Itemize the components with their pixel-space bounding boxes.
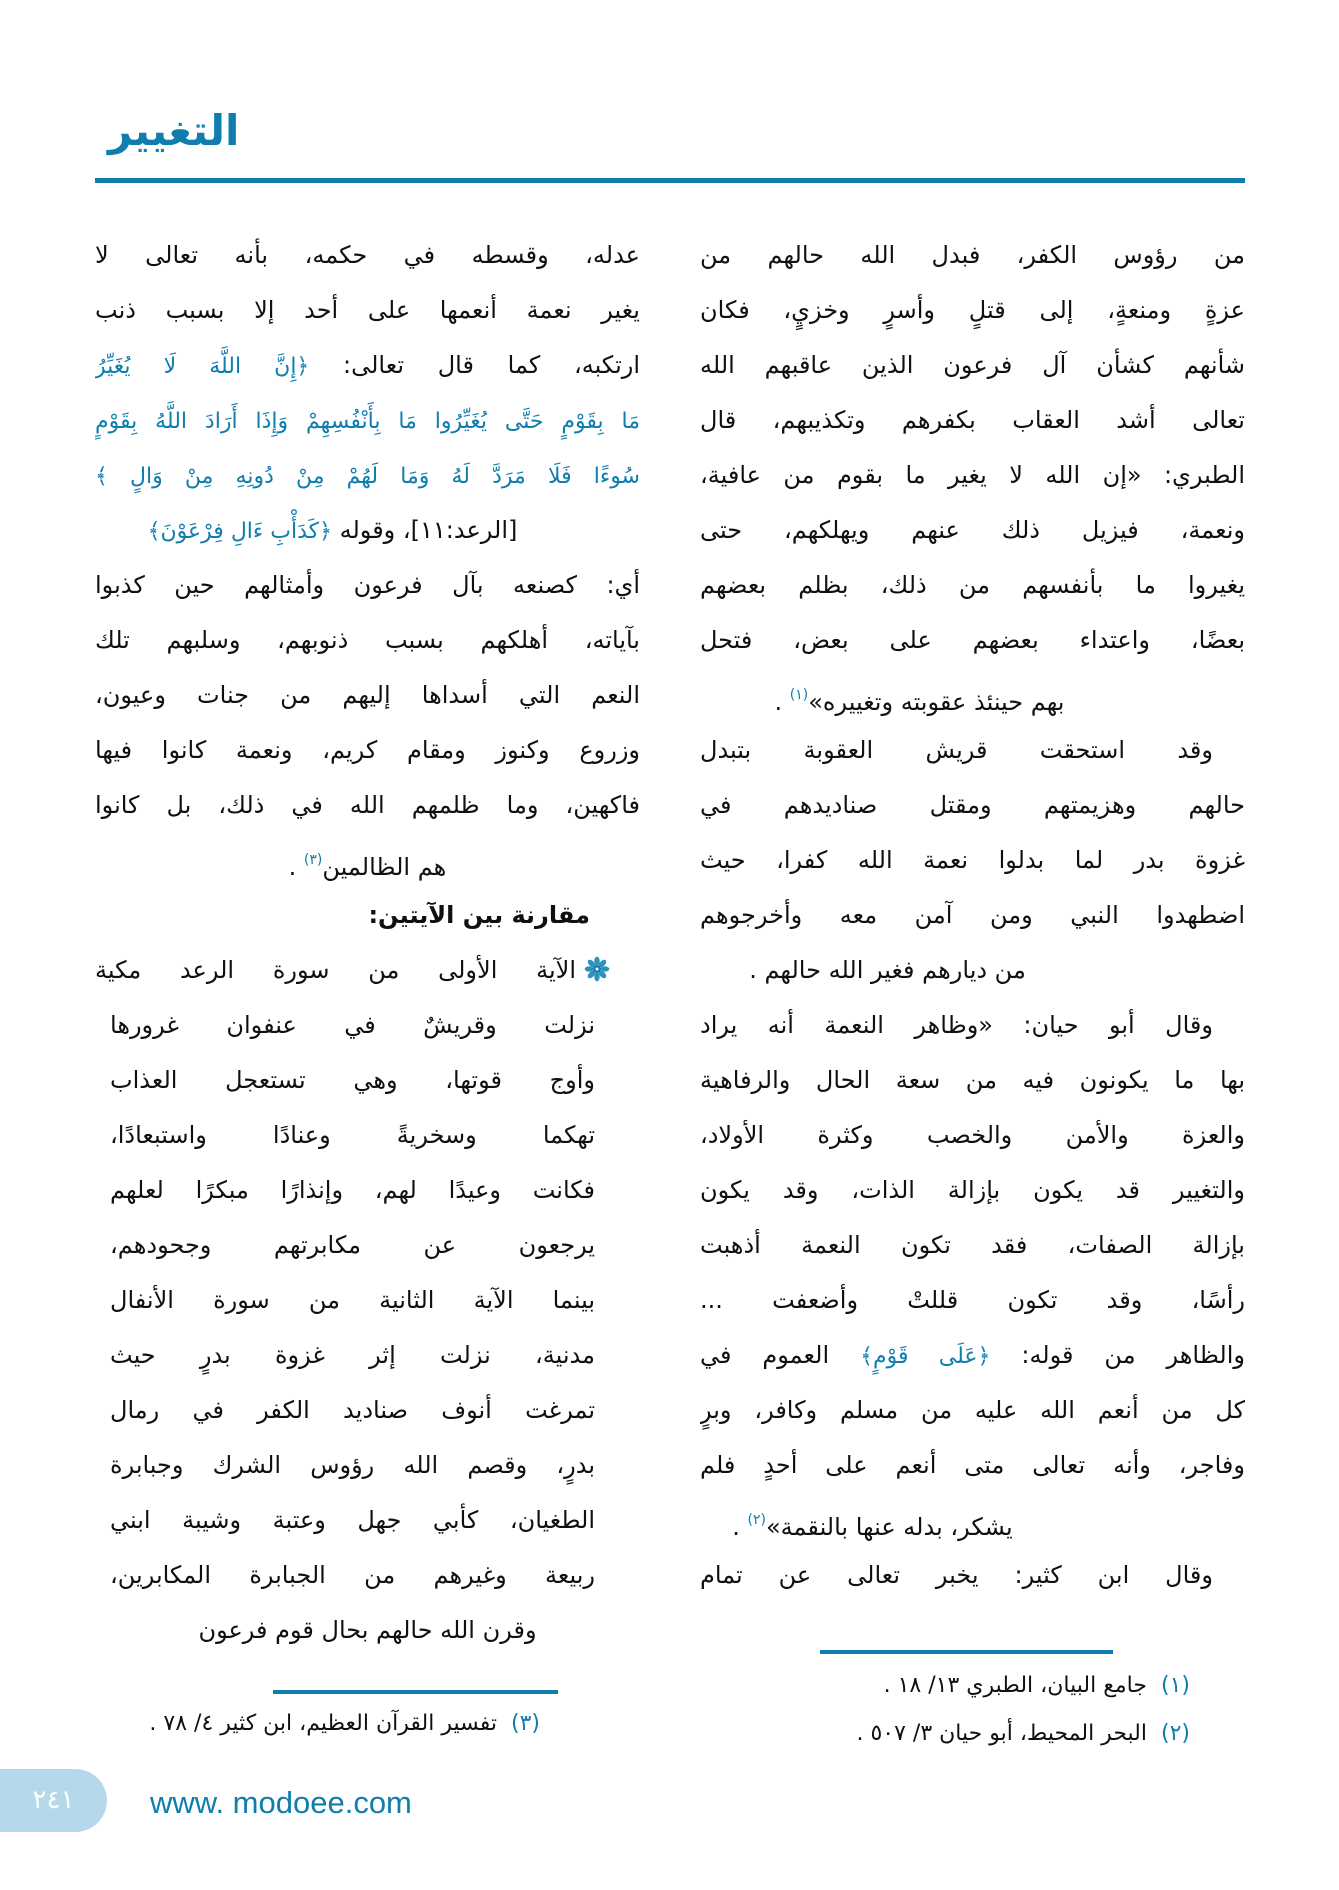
- body-text-segment: فكانت وعيدًا لهم، وإنذارًا مبكرًا لعلهم: [110, 1176, 595, 1204]
- body-text-segment: والظاهر من قوله:: [990, 1341, 1245, 1369]
- text-line: [700, 888, 1245, 943]
- body-text-segment: النعم التي أسداها إليهم من جنات وعيون،: [95, 681, 640, 709]
- footnote-item: [700, 1710, 1190, 1758]
- page-title: التغيير: [108, 106, 240, 155]
- footnote-text: تفسير القرآن العظيم، ابن كثير ٤/ ٧٨ .: [149, 1711, 497, 1736]
- body-text-segment: نزلت وقريشٌ في عنفوان غرورها: [110, 1011, 595, 1039]
- body-text-segment: غزوة بدر لما بدلوا نعمة الله كفرا، حيث: [700, 846, 1245, 874]
- text-line: [95, 1383, 640, 1438]
- text-line: [700, 1273, 1245, 1328]
- footnote-separator-right: [820, 1650, 1113, 1654]
- body-text-segment: والعزة والأمن والخصب وكثرة الأولاد،: [700, 1121, 1245, 1149]
- text-line: [95, 998, 640, 1053]
- title-underline-rule: [95, 178, 1245, 183]
- text-line: [95, 1493, 640, 1548]
- page-number: ٢٤١: [32, 1785, 75, 1815]
- body-text-segment: ونعمة، فيزيل ذلك عنهم ويهلكهم، حتى: [700, 516, 1245, 544]
- text-line: [95, 1273, 640, 1328]
- body-text-segment: وزروع وكنوز ومقام كريم، ونعمة كانوا فيها: [95, 736, 640, 764]
- body-text-segment: ربيعة وغيرهم من الجبابرة المكابرين،: [110, 1561, 595, 1589]
- text-line: [95, 1438, 640, 1493]
- text-line: [700, 393, 1245, 448]
- flower-bullet-icon: [584, 947, 610, 973]
- text-line: [700, 1108, 1245, 1163]
- text-line: [95, 1328, 640, 1383]
- text-line: [95, 723, 640, 778]
- body-text-segment: بعضًا، واعتداء بعضهم على بعض، فتحل: [700, 626, 1245, 654]
- body-text-segment: من ديارهم فغير الله حالهم .: [749, 956, 1026, 984]
- body-text-segment: بآياته، أهلكهم بسبب ذنوبهم، وسلبهم تلك: [95, 626, 640, 654]
- body-text-segment: والتغيير قد يكون بإزالة الذات، وقد يكون: [700, 1176, 1245, 1204]
- body-text-segment: مقارنة بين الآيتين:: [368, 901, 590, 929]
- body-text-segment: ارتكبه، كما قال تعالى:: [309, 351, 640, 379]
- text-line: [95, 943, 640, 998]
- body-text-segment: الآية الأولى من سورة الرعد مكية: [95, 956, 576, 984]
- footnote-text: البحر المحيط، أبو حيان ٣/ ٥٠٧ .: [856, 1721, 1147, 1746]
- text-line: [700, 1493, 1245, 1548]
- footnote-number: (١): [1160, 1673, 1190, 1698]
- body-text-segment: الطبري: «إن الله لا يغير ما بقوم من عافية،: [700, 461, 1245, 489]
- text-line: [95, 833, 640, 888]
- body-text-segment: وقال أبو حيان: «وظاهر النعمة أنه يراد: [700, 1011, 1213, 1039]
- quran-verse-segment: مَا بِقَوْمٍ حَتَّى يُغَيِّرُوا مَا بِأَنْفُسِهِمْ وَإِذَا أَرَادَ اللَّهُ بِقَوْمٍ: [95, 409, 640, 434]
- text-line: [95, 558, 640, 613]
- text-line: [95, 1548, 640, 1603]
- text-line: [95, 1603, 640, 1658]
- text-line: [700, 448, 1245, 503]
- body-text-segment: وفاجر، وأنه تعالى متى أنعم على أحدٍ فلم: [700, 1451, 1245, 1479]
- text-line: [700, 723, 1245, 778]
- text-line: [95, 1218, 640, 1273]
- page-number-badge: [0, 1769, 107, 1832]
- body-text-segment: يغيروا ما بأنفسهم من ذلك، بظلم بعضهم: [700, 571, 1245, 599]
- body-text-segment: رأسًا، وقد تكون قللتْ وأضعفت ...: [700, 1286, 1245, 1314]
- footnote-ref: (٣): [303, 852, 323, 868]
- footnotes-right: [700, 1662, 1245, 1758]
- text-line: [700, 943, 1245, 998]
- body-text-segment: بإزالة الصفات، فقد تكون النعمة أذهبت: [700, 1231, 1245, 1259]
- text-line: [700, 1438, 1245, 1493]
- quran-verse-segment: ﴿عَلَى قَوْمٍ﴾: [860, 1344, 991, 1369]
- body-text-segment: مدنية، نزلت إثر غزوة بدرٍ حيث: [110, 1341, 595, 1369]
- body-text-segment: من رؤوس الكفر، فبدل الله حالهم من: [700, 241, 1245, 269]
- footnote-item: [700, 1662, 1190, 1710]
- body-text-segment: تعالى أشد العقاب بكفرهم وتكذيبهم، قال: [700, 406, 1245, 434]
- quran-verse-segment: ﴿كَدَأْبِ ءَالِ فِرْعَوْنَ﴾: [147, 519, 332, 544]
- text-line: [700, 1548, 1245, 1603]
- text-line: [700, 228, 1245, 283]
- text-line: [95, 228, 640, 283]
- body-text-segment: كل من أنعم الله عليه من مسلم وكافر، وبرٍ: [700, 1396, 1245, 1424]
- text-line: [700, 998, 1245, 1053]
- body-text-segment: [الرعد:١١]، وقوله: [331, 516, 518, 544]
- body-text-segment: تمرغت أنوف صناديد الكفر في رمال: [110, 1396, 595, 1424]
- body-text-segment: شأنهم كشأن آل فرعون الذين عاقبهم الله: [700, 351, 1245, 379]
- text-line: [95, 448, 640, 503]
- body-text-segment: وقال ابن كثير: يخبر تعالى عن تمام: [700, 1561, 1213, 1589]
- quran-verse-segment: سُوءًا فَلَا مَرَدَّ لَهُ وَمَا لَهُمْ مِنْ دُونِهِ مِنْ وَالٍ ﴾: [95, 464, 640, 489]
- body-text-segment: .: [288, 853, 304, 881]
- body-text-segment: اضطهدوا النبي ومن آمن معه وأخرجوهم: [700, 901, 1245, 929]
- text-line: [95, 778, 640, 833]
- text-line: [700, 1218, 1245, 1273]
- text-line: [95, 283, 640, 338]
- text-line: [95, 393, 640, 448]
- text-line: [95, 503, 640, 558]
- text-line: [700, 1328, 1245, 1383]
- body-text-segment: الطغيان، كأبي جهل وعتبة وشيبة ابني: [110, 1506, 595, 1534]
- text-line: [700, 558, 1245, 613]
- body-text-segment: يرجعون عن مكابرتهم وجحودهم،: [110, 1231, 595, 1259]
- body-text-segment: هم الظالمين: [322, 853, 447, 881]
- footnote-separator-left: [273, 1690, 558, 1694]
- text-line: [700, 613, 1245, 668]
- body-text-segment: وقرن الله حالهم بحال قوم فرعون: [198, 1616, 537, 1644]
- body-text-segment: حالهم وهزيمتهم ومقتل صناديدهم في: [700, 791, 1245, 819]
- footnote-text: جامع البيان، الطبري ١٣/ ١٨ .: [883, 1673, 1147, 1698]
- text-line: [95, 338, 640, 393]
- body-text-segment: .: [732, 1513, 748, 1541]
- body-text-segment: بينما الآية الثانية من سورة الأنفال: [110, 1286, 595, 1314]
- body-text-segment: أي: كصنعه بآل فرعون وأمثالهم حين كذبوا: [95, 571, 640, 599]
- body-text-segment: يشكر، بدله عنها بالنقمة»: [766, 1513, 1013, 1541]
- body-text-segment: بهم حينئذ عقوبته وتغييره»: [808, 688, 1065, 716]
- text-line: [700, 668, 1245, 723]
- text-line: [95, 668, 640, 723]
- text-line: [95, 1053, 640, 1108]
- body-text-segment: العموم في: [700, 1341, 861, 1369]
- text-line: [700, 1383, 1245, 1438]
- body-text-segment: بدرٍ، وقصم الله رؤوس الشرك وجبابرة: [110, 1451, 595, 1479]
- text-line: [95, 613, 640, 668]
- quran-verse-segment: ﴿إِنَّ اللَّهَ لَا يُغَيِّرُ: [95, 354, 310, 379]
- footnote-number: (٢): [1160, 1721, 1190, 1746]
- body-text-segment: فاكهين، وما ظلمهم الله في ذلك، بل كانوا: [95, 791, 640, 819]
- footnotes-left: [95, 1700, 640, 1748]
- text-line: [700, 283, 1245, 338]
- footnote-ref: (١): [789, 687, 809, 703]
- text-line: [700, 1053, 1245, 1108]
- body-text-segment: وأوج قوتها، وهي تستعجل العذاب: [110, 1066, 595, 1094]
- body-text-segment: وقد استحقت قريش العقوبة بتبدل: [700, 736, 1213, 764]
- footnote-ref: (٢): [747, 1512, 766, 1528]
- body-text-segment: عزةٍ ومنعةٍ، إلى قتلٍ وأسرٍ وخزيٍ، فكان: [700, 296, 1245, 324]
- body-text-segment: .: [774, 688, 790, 716]
- footnote-item: [95, 1700, 540, 1748]
- text-line: [95, 1108, 640, 1163]
- text-line: [700, 1163, 1245, 1218]
- column-left: [95, 228, 640, 1658]
- body-text-segment: بها ما يكونون فيه من سعة الحال والرفاهية: [700, 1066, 1245, 1094]
- text-line: [95, 1163, 640, 1218]
- text-line: [700, 338, 1245, 393]
- text-line: [700, 778, 1245, 833]
- body-text-segment: عدله، وقسطه في حكمه، بأنه تعالى لا: [95, 241, 640, 269]
- text-line: [700, 503, 1245, 558]
- text-line: [95, 888, 640, 943]
- body-text-segment: تهكما وسخريةً وعنادًا واستبعادًا،: [110, 1121, 595, 1149]
- text-line: [700, 833, 1245, 888]
- body-text-segment: يغير نعمة أنعمها على أحد إلا بسبب ذنب: [95, 296, 640, 324]
- footnote-number: (٣): [510, 1711, 540, 1736]
- website-url: www. modoee.com: [150, 1785, 412, 1820]
- column-right: [700, 228, 1245, 1603]
